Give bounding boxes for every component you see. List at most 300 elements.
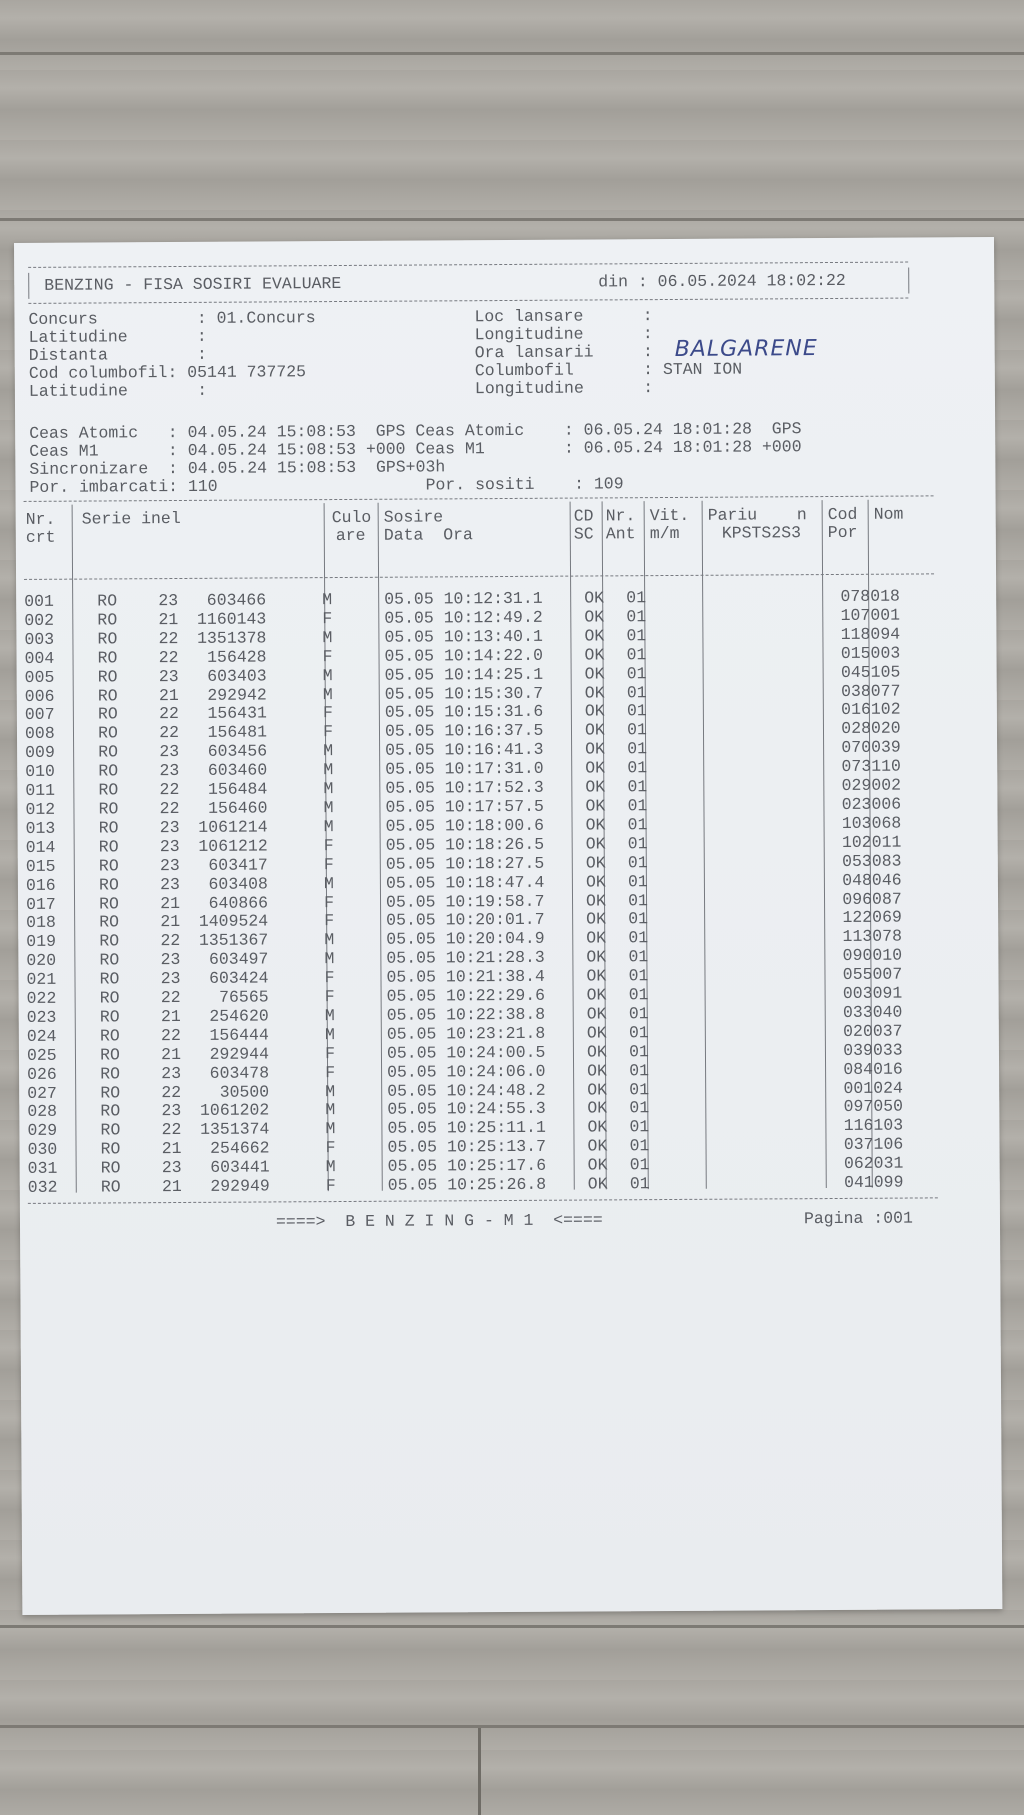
ring-year: 23 — [158, 591, 179, 611]
cod-por: 118 — [840, 624, 871, 644]
color — [335, 1063, 387, 1082]
arrival-time: 05.05 10:22:38.8 — [386, 1004, 546, 1025]
ring-country: RO — [99, 950, 120, 970]
antenna: 01 — [629, 1174, 650, 1194]
sex: M — [325, 1157, 336, 1177]
sex: M — [323, 760, 334, 780]
ring-number: 603441 — [210, 1157, 270, 1178]
ring-country: RO — [97, 629, 118, 649]
ring-number: 156444 — [209, 1025, 269, 1045]
nom: 110 — [871, 756, 901, 776]
antenna: 01 — [629, 1155, 650, 1175]
antenna: 01 — [627, 777, 648, 797]
cod-por: 045 — [840, 662, 871, 682]
antenna: 01 — [628, 1022, 649, 1043]
nom: 068 — [871, 813, 902, 833]
cod-por: 053 — [842, 851, 872, 871]
speed — [658, 948, 712, 967]
ring-number: 1351367 — [198, 930, 269, 951]
nom: 007 — [872, 964, 903, 984]
color — [333, 799, 385, 818]
ring-year: 21 — [160, 1006, 181, 1027]
ring-country: RO — [100, 1139, 121, 1159]
speed — [656, 627, 710, 646]
ring-number: 640866 — [208, 892, 269, 913]
antenna: 01 — [628, 909, 649, 929]
speed — [656, 645, 710, 664]
ring-year: 21 — [161, 1177, 182, 1197]
bet — [711, 796, 827, 816]
color — [335, 1139, 387, 1158]
row-number: 016 — [25, 875, 56, 895]
row-number: 025 — [26, 1045, 57, 1065]
arrival-time: 05.05 10:13:40.1 — [384, 626, 543, 647]
speed — [658, 891, 712, 910]
antenna: 01 — [629, 1117, 650, 1137]
ring-country: RO — [99, 931, 120, 951]
table-header: Nr. crt Serie inel Culo are Sosire Data Ora CD SC Nr. Ant Vit. m/m Pariu n KPSTS2S3 Cod Por Nom — [25, 504, 904, 547]
ring-year: 21 — [160, 893, 181, 913]
arrival-time: 05.05 10:18:00.6 — [385, 815, 545, 836]
ring-year: 23 — [161, 1158, 182, 1178]
cod-por: 020 — [843, 1021, 873, 1041]
cod-por: 122 — [842, 908, 873, 928]
color — [334, 969, 386, 988]
speed — [659, 1099, 713, 1118]
nom: 003 — [870, 643, 901, 663]
ring-number: 1061202 — [199, 1100, 270, 1121]
color — [336, 1177, 388, 1196]
status: OK — [586, 1004, 607, 1024]
cod-por: 028 — [841, 719, 872, 739]
antenna: 01 — [628, 947, 649, 967]
sex: F — [325, 1138, 336, 1158]
status: OK — [585, 834, 606, 854]
arrival-time: 05.05 10:24:48.2 — [387, 1080, 546, 1101]
ring-number: 603417 — [208, 855, 268, 875]
nom: 099 — [873, 1172, 904, 1192]
ring-number: 156431 — [207, 703, 267, 724]
status: OK — [586, 947, 607, 967]
cod-por: 015 — [840, 643, 871, 663]
antenna: 01 — [628, 1004, 649, 1024]
table-row — [28, 1174, 914, 1198]
status: OK — [587, 1117, 608, 1137]
nom: 018 — [870, 586, 900, 606]
ring-year: 21 — [161, 1044, 182, 1064]
status: OK — [584, 645, 605, 665]
bet — [711, 777, 827, 797]
ring-number: 156481 — [207, 722, 268, 743]
speed — [657, 778, 711, 797]
ring-number: 603456 — [207, 741, 268, 762]
status: OK — [584, 682, 605, 703]
status: OK — [586, 1023, 607, 1043]
ring-year: 23 — [159, 855, 180, 875]
arrival-time: 05.05 10:18:47.4 — [385, 872, 545, 893]
status: OK — [586, 966, 607, 986]
arrival-time: 05.05 10:19:58.7 — [385, 891, 545, 912]
bet — [713, 1042, 829, 1062]
nom: 087 — [871, 889, 902, 909]
nom: 010 — [872, 945, 903, 965]
ring-number: 603403 — [207, 666, 267, 686]
ring-country: RO — [98, 856, 119, 876]
antenna: 01 — [627, 758, 648, 778]
speed — [657, 702, 711, 721]
row-number: 019 — [26, 932, 57, 952]
bet — [710, 626, 826, 646]
antenna: 01 — [627, 796, 648, 816]
row-number: 021 — [26, 969, 57, 990]
arrival-time: 05.05 10:25:26.8 — [387, 1174, 547, 1195]
ring-year: 22 — [159, 780, 180, 800]
nom: 033 — [872, 1040, 903, 1060]
ring-number: 156460 — [207, 798, 268, 818]
speed — [657, 797, 711, 816]
page-number: Pagina :001 — [803, 1208, 913, 1229]
sex: M — [322, 684, 333, 704]
antenna: 01 — [628, 985, 649, 1005]
footer-banner: ====> B E N Z I N G - M 1 <==== — [275, 1210, 603, 1232]
bet — [712, 966, 828, 986]
sex: F — [323, 722, 334, 742]
color — [332, 591, 384, 610]
arrival-time: 05.05 10:20:04.9 — [386, 929, 545, 950]
cod-por: 023 — [841, 794, 872, 814]
ring-year: 21 — [160, 912, 181, 932]
speed — [660, 1156, 714, 1175]
bet — [710, 607, 826, 627]
ring-country: RO — [99, 893, 120, 913]
nom: 091 — [872, 983, 903, 1003]
row-number: 026 — [27, 1064, 57, 1084]
ring-number: 603408 — [208, 874, 268, 894]
bet — [712, 815, 828, 835]
color — [332, 610, 384, 629]
color — [333, 723, 385, 742]
arrival-time: 05.05 10:17:57.5 — [385, 796, 544, 817]
ring-year: 21 — [158, 685, 179, 705]
color — [334, 931, 386, 950]
ring-number: 292942 — [207, 684, 267, 705]
speed — [659, 1080, 713, 1099]
cod-por: 055 — [842, 964, 873, 985]
color — [335, 1120, 387, 1139]
ring-year: 22 — [158, 628, 179, 648]
bet — [713, 1004, 829, 1024]
bet — [712, 853, 828, 873]
row-number: 004 — [24, 648, 55, 668]
cod-por: 078 — [840, 586, 871, 606]
nom: 046 — [871, 870, 902, 890]
cod-por: 113 — [842, 927, 873, 947]
ring-number: 1160143 — [196, 609, 267, 629]
bet — [713, 1117, 829, 1137]
cod-por: 096 — [842, 889, 873, 909]
ring-country: RO — [97, 610, 118, 630]
sex: F — [324, 892, 335, 912]
row-number: 020 — [26, 950, 57, 971]
bet — [711, 701, 827, 721]
ring-country: RO — [100, 1082, 121, 1103]
row-number: 011 — [25, 780, 56, 801]
arrival-time: 05.05 10:12:49.2 — [384, 607, 543, 628]
row-number: 022 — [26, 988, 57, 1008]
nom: 050 — [873, 1097, 904, 1117]
nom: 031 — [873, 1153, 904, 1173]
row-number: 012 — [25, 799, 56, 819]
bet — [713, 1023, 829, 1043]
bet — [712, 891, 828, 911]
arrival-time: 05.05 10:17:52.3 — [385, 777, 544, 798]
row-number: 017 — [25, 894, 56, 914]
color — [334, 818, 386, 837]
status: OK — [586, 1042, 607, 1062]
ring-year: 23 — [159, 742, 180, 762]
color — [335, 1101, 387, 1120]
arrival-time: 05.05 10:16:41.3 — [385, 740, 544, 760]
arrival-time: 05.05 10:24:55.3 — [387, 1099, 546, 1120]
nom: 094 — [870, 624, 901, 644]
status: OK — [585, 739, 605, 759]
status: OK — [587, 1136, 608, 1156]
ring-year: 22 — [159, 798, 180, 819]
row-number: 008 — [24, 724, 55, 744]
nom: 103 — [873, 1115, 904, 1136]
ring-country: RO — [98, 874, 119, 895]
color — [333, 780, 385, 799]
row-number: 032 — [27, 1177, 58, 1198]
antenna: 01 — [629, 1079, 650, 1099]
color — [335, 1026, 387, 1045]
ring-number: 76565 — [219, 987, 269, 1007]
color — [332, 629, 384, 648]
sex: M — [323, 779, 334, 799]
antenna: 01 — [627, 871, 648, 891]
cod-por: 041 — [843, 1172, 874, 1193]
ring-country: RO — [97, 667, 118, 687]
nom: 016 — [873, 1059, 903, 1079]
ring-country: RO — [100, 1158, 121, 1178]
row-number: 010 — [25, 761, 56, 782]
clock-block: Ceas Atomic : 04.05.24 15:08:53 GPS Ceas Atomic : 06.05.24 18:01:28 GPS Ceas M1 : 04.05.24 15:08:53 +000 Ceas M1 : 06.05.24 18:01:28 +000 Sincronizare : 04.05.24 15:08:53 GPS+03h Por. imbarcati: 110 Por. sositi : 109 — [29, 419, 802, 497]
ring-number: 1351374 — [200, 1119, 270, 1140]
sex: F — [322, 703, 333, 723]
ring-number: 603424 — [209, 968, 269, 988]
bet — [713, 1061, 829, 1081]
antenna: 01 — [629, 1060, 650, 1080]
status: OK — [584, 701, 605, 721]
nom: 001 — [870, 605, 901, 625]
sex: F — [325, 1062, 336, 1082]
color — [335, 1007, 387, 1026]
ring-number: 603497 — [208, 949, 269, 970]
speed — [659, 986, 713, 1005]
sex: M — [322, 665, 333, 685]
sex: F — [322, 646, 333, 666]
ring-year: 22 — [158, 647, 179, 667]
arrival-time: 05.05 10:15:31.6 — [384, 702, 544, 723]
ring-number: 1061214 — [198, 817, 268, 837]
speed — [659, 1005, 713, 1024]
cod-por: 003 — [842, 983, 873, 1003]
ring-number: 1409524 — [198, 911, 269, 932]
sex: F — [325, 1176, 336, 1196]
sex: M — [325, 1100, 336, 1120]
bet — [711, 664, 827, 684]
cod-por: 048 — [842, 870, 872, 890]
cod-por: 084 — [843, 1059, 874, 1079]
color — [335, 1082, 387, 1101]
report-date: din : 06.05.2024 18:02:22 — [598, 270, 846, 292]
antenna: 01 — [628, 890, 648, 910]
ring-year: 23 — [159, 761, 180, 781]
handwritten-release-place: BALGARENE — [674, 336, 818, 362]
color — [334, 855, 386, 874]
row-number: 009 — [25, 743, 55, 763]
row-number: 029 — [27, 1121, 58, 1141]
cod-por: 097 — [843, 1097, 874, 1117]
ring-year: 22 — [160, 988, 181, 1008]
speed — [659, 1024, 713, 1043]
ring-number: 156484 — [207, 779, 268, 799]
cod-por: 102 — [841, 832, 872, 852]
status: OK — [587, 1155, 608, 1175]
status: OK — [585, 871, 606, 892]
sex: M — [323, 741, 334, 761]
ring-number: 603460 — [207, 760, 268, 780]
ring-year: 23 — [160, 969, 181, 989]
color — [334, 893, 386, 912]
antenna: 01 — [628, 1041, 649, 1062]
arrival-time: 05.05 10:25:17.6 — [387, 1155, 547, 1176]
antenna: 01 — [626, 663, 647, 683]
arrival-time: 05.05 10:12:31.1 — [384, 588, 543, 609]
antenna: 01 — [626, 607, 647, 627]
antenna: 01 — [626, 625, 647, 646]
color — [334, 950, 386, 969]
ring-country: RO — [100, 1101, 121, 1121]
row-number: 014 — [25, 837, 56, 857]
color — [336, 1158, 388, 1177]
ring-year: 23 — [161, 1101, 182, 1121]
nom: 106 — [873, 1134, 904, 1155]
status: OK — [585, 853, 606, 873]
cod-por: 073 — [841, 756, 872, 777]
arrival-time: 05.05 10:24:00.5 — [386, 1042, 546, 1063]
status: OK — [586, 928, 607, 948]
ring-year: 21 — [161, 1139, 182, 1159]
color — [335, 988, 387, 1007]
arrival-time: 05.05 10:24:06.0 — [387, 1061, 546, 1082]
nom: 105 — [870, 662, 901, 682]
ring-year: 23 — [159, 836, 180, 856]
cod-por: 016 — [841, 700, 871, 720]
ring-country: RO — [97, 591, 118, 611]
ring-country: RO — [98, 723, 118, 743]
speed — [659, 1061, 713, 1080]
arrival-time: 05.05 10:21:38.4 — [386, 966, 545, 987]
bet — [712, 909, 828, 929]
status: OK — [586, 909, 607, 929]
arrival-time: 05.05 10:23:21.8 — [386, 1023, 546, 1044]
nom: 102 — [870, 700, 901, 720]
status: OK — [584, 664, 605, 684]
speed — [659, 1042, 713, 1061]
color — [334, 837, 386, 856]
arrival-time: 05.05 10:25:11.1 — [387, 1118, 546, 1139]
ring-country: RO — [99, 1007, 120, 1027]
sex: F — [323, 854, 334, 874]
ring-year: 21 — [158, 609, 179, 630]
bet — [710, 645, 826, 665]
ring-country: RO — [97, 648, 118, 668]
antenna: 01 — [627, 720, 647, 740]
bet — [713, 1099, 829, 1119]
row-number: 027 — [27, 1083, 57, 1103]
status: OK — [584, 626, 605, 646]
row-number: 023 — [26, 1007, 57, 1027]
color — [333, 742, 385, 761]
antenna: 01 — [627, 833, 648, 854]
ring-year: 22 — [161, 1120, 182, 1140]
speed — [656, 589, 710, 608]
arrival-time: 05.05 10:21:28.3 — [386, 947, 545, 968]
speed — [660, 1175, 714, 1194]
ring-country: RO — [97, 704, 118, 724]
row-number: 018 — [26, 913, 56, 933]
info-right: Loc lansare : Longitudine : Ora lansarii : Columbofil : STAN ION Longitudine : — [474, 306, 743, 399]
row-number: 006 — [24, 686, 55, 706]
antenna: 01 — [628, 928, 649, 948]
arrival-time: 05.05 10:14:22.0 — [384, 645, 544, 666]
status: OK — [587, 1174, 608, 1194]
ring-country: RO — [98, 799, 119, 819]
arrival-time: 05.05 10:20:01.7 — [386, 910, 545, 931]
color — [334, 912, 386, 931]
sex: M — [322, 627, 333, 647]
speed — [658, 853, 712, 872]
antenna: 01 — [627, 739, 648, 759]
paper-sheet — [14, 237, 1002, 1615]
nom: 069 — [872, 907, 902, 928]
cod-por: 062 — [843, 1153, 874, 1174]
speed — [658, 835, 712, 854]
cod-por: 070 — [841, 738, 872, 758]
status: OK — [587, 1079, 608, 1100]
arrivals-table — [24, 588, 914, 1198]
row-number: 005 — [24, 667, 55, 687]
bet — [713, 1136, 829, 1156]
cod-por: 116 — [843, 1116, 874, 1136]
ring-year: 23 — [158, 666, 179, 686]
ring-year: 23 — [160, 874, 180, 894]
antenna: 01 — [627, 815, 648, 835]
nom: 040 — [872, 1002, 903, 1022]
ring-year: 23 — [159, 817, 180, 837]
nom: 037 — [872, 1021, 903, 1041]
speed — [657, 683, 711, 702]
sex: M — [324, 930, 335, 950]
bet — [712, 872, 828, 892]
antenna: 01 — [627, 852, 648, 872]
ring-year: 22 — [161, 1082, 182, 1102]
arrival-time: 05.05 10:16:37.5 — [384, 721, 544, 742]
ring-country: RO — [98, 780, 119, 800]
row-number: 028 — [27, 1102, 58, 1122]
ring-country: RO — [98, 818, 119, 838]
